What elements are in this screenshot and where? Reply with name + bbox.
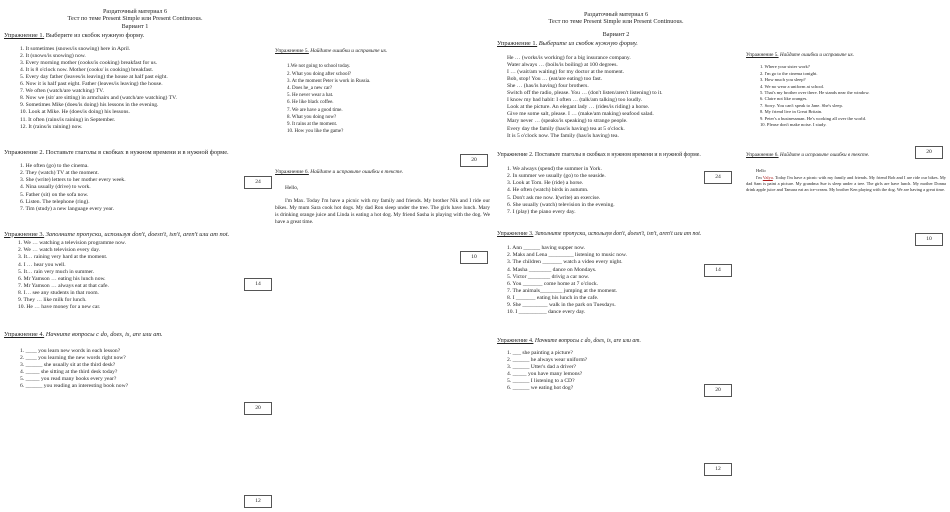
list-item: 3. How much you sleep? — [760, 77, 806, 83]
exercise3-score-box: 20 — [704, 384, 732, 397]
letter-text: I'm Valya. Today I'm have a picnic with my family and friends. My friend Bob and I are ride our bikes. My dad Sam is paint a picture. My grandma Sue is sleep under a tree. The girls are have lunch. My mother Donna drink apple juice and Tamara eat an ice-cream. My brother Ken playing with the dog. We are having a great time. — [746, 174, 947, 192]
exercise3-title: Упражнение 3. Заполните пропуски, используя don't, doesn't, isn't, aren't или am not. — [497, 230, 702, 237]
list-item: 2. I'm go to the cinema tonight. — [760, 70, 818, 76]
list-item: 9. They … like milk for lunch. — [18, 296, 87, 303]
list-item: 7. Tim (study) a new language every year. — [20, 205, 114, 212]
list-item: 8. I _______ eating his lunch in the cafe. — [507, 294, 599, 301]
list-item: 1. Where your sister work? — [760, 64, 810, 70]
list-item: 4. _____ you have many lemons? — [507, 370, 583, 377]
list-item: 4. Masha ________ dance on Mondays. — [507, 266, 597, 273]
list-item: 6. Listen. The telephone (ring). — [20, 198, 90, 205]
list-item: Look at the picture. An elegant lady … (rides/is riding) a horse. — [507, 104, 650, 111]
list-item: 7. I (play) the piano every day. — [507, 208, 576, 215]
exercise4-title: Упражнение 4. Начните вопросы с do, does, is, are или am. — [4, 331, 163, 339]
exercise2-score-box: 14 — [704, 264, 732, 277]
list-item: 4. We no wear a uniform at school. — [760, 83, 825, 89]
list-item: 4. I … hear you well. — [18, 261, 66, 268]
letter-text: I'm Max. Today I'm have a picnic with my family and friends. My brother Nik and I ride our bikes. My mum Sara cook hot dogs. My dad Ron sleep under the tree. The girls have lunch. Mary is drinking orange juice and Linda is eating a hot dog. My friend Sasha is playing with the dog. We have a great time. — [275, 197, 490, 225]
list-item: 2. In summer we usually (go) to the seaside. — [507, 173, 606, 180]
variant-label: Вариант 2 — [602, 30, 630, 38]
list-item: 3. The children _______ watch a video every night. — [507, 259, 623, 266]
list-item: 9. Sometimes Mike (does/is doing) his lessons in the evening. — [20, 102, 159, 109]
list-item: 2. It (snows/is snowing) now. — [20, 52, 86, 59]
list-item: 5. It… rain very much in summer. — [18, 268, 95, 275]
variant1-header — [4, 8, 266, 30]
variant-label: Вариант 1 — [121, 22, 149, 30]
list-item: 6. ______ we eating hot dog? — [507, 385, 574, 392]
list-item: Give me some salt, please. I … (make/am making) seafood salad. — [507, 111, 654, 118]
exercise1-title: Упражнение 1. Выберите из скобок нужную форму. — [497, 40, 638, 48]
list-item: 8. I… see any students in that room. — [18, 289, 99, 296]
handout-title: Раздаточный материал 6 — [102, 8, 168, 15]
exercise1-list — [507, 55, 735, 140]
list-item: Mary never … (speaks/is speaking) to strange people. — [507, 118, 628, 125]
list-item: 12. It (rains/is raining) now. — [20, 123, 83, 130]
list-item: 2. They (watch) TV at the moment. — [20, 170, 99, 177]
handout-title: Раздаточный материал 6 — [583, 11, 649, 18]
list-item: 3. It… raining very hard at the moment. — [18, 254, 108, 261]
list-item: 5. ______ I listening to a CD? — [507, 377, 575, 384]
list-item: It is 5 o'clock now. The family (has/is having) tea. — [507, 132, 619, 139]
list-item: 10. Look at Mike. He (does/is doing) his lessons. — [20, 109, 130, 116]
list-item: 3. ______ she usually sit at the third desk? — [20, 361, 116, 368]
list-item: 6. ______ you reading an interesting book now? — [20, 383, 129, 390]
exercise1-score-box: 24 — [704, 171, 732, 184]
list-item: I know my bad habit: I often … (talk/am talking) too loudly. — [507, 97, 643, 104]
list-item: 7. The animals________ jumping at the moment. — [507, 287, 618, 294]
list-item: 7. We often (watch/are watching) TV. — [20, 88, 104, 95]
exercise3-title: Упражнение 3. Заполните пропуски, используя don't, doesn't, isn't, aren't или am not. — [4, 230, 230, 238]
list-item: 6. Claire not like oranges. — [760, 96, 808, 102]
list-item: 8. What you doing now? — [287, 114, 337, 120]
variant2-main-column — [497, 11, 735, 392]
list-item: 11. It often (rains/is raining) in September. — [20, 116, 116, 123]
list-item: I … (wait/am waiting) for my doctor at the moment. — [507, 68, 625, 75]
letter-greeting: Hello, — [285, 184, 299, 191]
list-item: 1. We always (spend) the summer in York. — [507, 166, 602, 173]
exercise6-score-box: 10 — [915, 233, 943, 246]
variant2-side-column — [746, 50, 946, 193]
variant1-main-column — [4, 8, 266, 390]
exercise2-list — [507, 166, 735, 216]
list-item: 10. I __________ dance every day. — [507, 309, 586, 316]
list-item: 10. He … have money for a new car. — [18, 304, 101, 311]
exercise5-title: Упражнение 5. Найдите ошибки и исправьте их. — [746, 52, 855, 58]
exercise4-list — [20, 348, 266, 391]
list-item: 9. It rains at the moment. — [287, 122, 338, 128]
list-item: 1. ____ you learn new words in each lesson? — [20, 347, 121, 354]
list-item: 2. ____ you learning the new words right now? — [20, 354, 126, 361]
list-item: 4. Nina usually (drive) to work. — [20, 184, 91, 191]
list-item: 3. Every morning mother (cooks/is cooking) breakfast for us. — [20, 59, 158, 66]
exercise1-list — [20, 46, 266, 131]
list-item: 7. Sorry. You can't speak to Jane. She's sleep. — [760, 102, 843, 108]
exercise3-list — [18, 240, 266, 311]
list-item: 3. At the moment Peter is work in Russia. — [287, 78, 371, 84]
list-item: 3. ______ Utter's dad a driver? — [507, 363, 577, 370]
exercise2-title: Упражнение 2. Поставьте глаголы в скобках в нужном времени и в нужной форме. — [497, 151, 701, 158]
exercise5-title: Упражнение 5. Найдите ошибки и исправьте их. — [275, 48, 388, 54]
list-item: 9. She _________ walk in the park on Tuesdays. — [507, 301, 616, 308]
list-item: Every day the family (has/is having) tea at 5 o'clock. — [507, 125, 625, 132]
list-item: 10. How you like the game? — [287, 129, 344, 135]
list-item: 7. Mr Yamson … always eat at that cafe. — [18, 282, 109, 289]
test-title: Тест по теме Present Simple или Present Continuous. — [548, 18, 684, 26]
list-item: 8. Now we (sit/ are sitting) in armchairs and (watch/are watching) TV. — [20, 95, 177, 102]
list-item: Switch off the radio, please. You … (don't listen/aren't listening) to it. — [507, 90, 663, 97]
list-item: She … (has/is having) four brothers. — [507, 83, 589, 89]
list-item: 1. It sometimes (snows/is snowing) here in April. — [20, 45, 131, 52]
list-item: 9. Peter's a businessman. He's working all over the world. — [760, 115, 867, 121]
exercise6-title: Упражнение 6. Найдите и исправьте ошибки в тексте. — [746, 152, 870, 159]
list-item: 3. Look at Tom. He (ride) a horse. — [507, 180, 584, 187]
exercise4-title: Упражнение 4. Начните вопросы с do, does, is, are или am. — [497, 338, 641, 345]
list-item: 5. _____ you read many books every year? — [20, 375, 117, 382]
exercise4-list — [507, 350, 735, 393]
highlighted-name: Valya — [762, 174, 773, 180]
list-item: 5. Every day father (leaves/is leaving) the house at half past eight. — [20, 74, 168, 80]
list-item: 5. Don't ask me now. I(write) an exercise. — [507, 194, 601, 201]
list-item: 3. She (write) letters to her mother every week. — [20, 177, 126, 184]
list-item: 6. Mr Yamson … eating his lunch now. — [18, 275, 106, 282]
list-item: 8. My friend live in Great Britain. — [760, 109, 823, 115]
exercise1-score-box: 24 — [244, 176, 272, 189]
list-item: 1. ___ she painting a picture? — [507, 349, 573, 356]
exercise6-score-box: 10 — [460, 251, 488, 264]
exercise2-list — [20, 163, 266, 213]
exercise3-score-box: 20 — [244, 402, 272, 415]
list-item: 2. What you doing after school? — [287, 71, 352, 77]
list-item: Water always … (boils/is boiling) at 100 degrees. — [507, 61, 618, 68]
list-item: 2. Maks and Lena _________ listening to music now. — [507, 252, 627, 259]
exercise5-score-box: 20 — [915, 146, 943, 159]
list-item: Bob, stop! You … (eat/are eating) too fast. — [507, 75, 603, 82]
list-item: 1. We … watching a television programme now. — [18, 240, 126, 247]
list-item: 1. He often (go) to the cinema. — [20, 163, 89, 170]
list-item: 6. He like black coffee. — [287, 100, 334, 106]
test-title: Тест по теме Present Simple или Present Continuous. — [67, 15, 203, 23]
list-item: 1. Ann ______ having supper now. — [507, 245, 586, 252]
list-item: 5. Victor ________ drivig a car now. — [507, 273, 590, 280]
list-item: 4. Does he_a new car? — [287, 86, 333, 92]
list-item: 2. We … watch television every day. — [18, 247, 101, 254]
list-item: 4. It is 8 o'clock now. Mother (cooks/ is cooking) breakfast. — [20, 66, 154, 73]
exercise5-score-box: 20 — [460, 154, 488, 167]
list-item: 10. Please don't make noise. I study. — [760, 122, 827, 128]
exercise1-title: Упражнение 1. Выберите из скобок нужную форму. — [4, 32, 145, 40]
exercise4-score-box: 12 — [704, 463, 732, 476]
exercise3-list — [507, 245, 735, 316]
list-item: 4. _____ she sitting at the third desk today? — [20, 368, 118, 375]
list-item: He … (works/is working) for a big insurance company. — [507, 54, 631, 61]
exercise5-list — [287, 63, 490, 135]
list-item: 6. Now it is half past eight. Father (leaves/is leaving) the house. — [20, 81, 163, 88]
list-item: 6. You _______ come home at 7 o'clock. — [507, 280, 599, 287]
exercise2-score-box: 14 — [244, 278, 272, 291]
letter-greeting: Hello — [756, 167, 766, 173]
list-item: 1.We not going to school today. — [287, 64, 351, 70]
exercise2-title: Упражнение 2. Поставьте глаголы в скобках в нужном времени и в нужной форме. — [4, 148, 229, 156]
list-item: 5. He never wear a hat. — [287, 93, 334, 99]
variant2-header — [497, 11, 735, 38]
exercise6-title: Упражнение 6. Найдите и исправьте ошибки в тексте. — [275, 169, 404, 176]
list-item: 7. We are have a good time. — [287, 107, 343, 113]
variant1-side-column — [275, 46, 490, 226]
list-item: 4. He often (watch) birds in autumn. — [507, 187, 589, 194]
list-item: 2. ______ he always wear uniform? — [507, 356, 588, 363]
exercise5-list — [760, 64, 946, 128]
list-item: 5. Father (sit) on the sofa now. — [20, 191, 89, 198]
list-item: 6. She usually (watch) television in the evening. — [507, 201, 615, 208]
list-item: 5. That's my brother over there. He stands near the window. — [760, 90, 870, 96]
exercise4-score-box: 12 — [244, 495, 272, 508]
